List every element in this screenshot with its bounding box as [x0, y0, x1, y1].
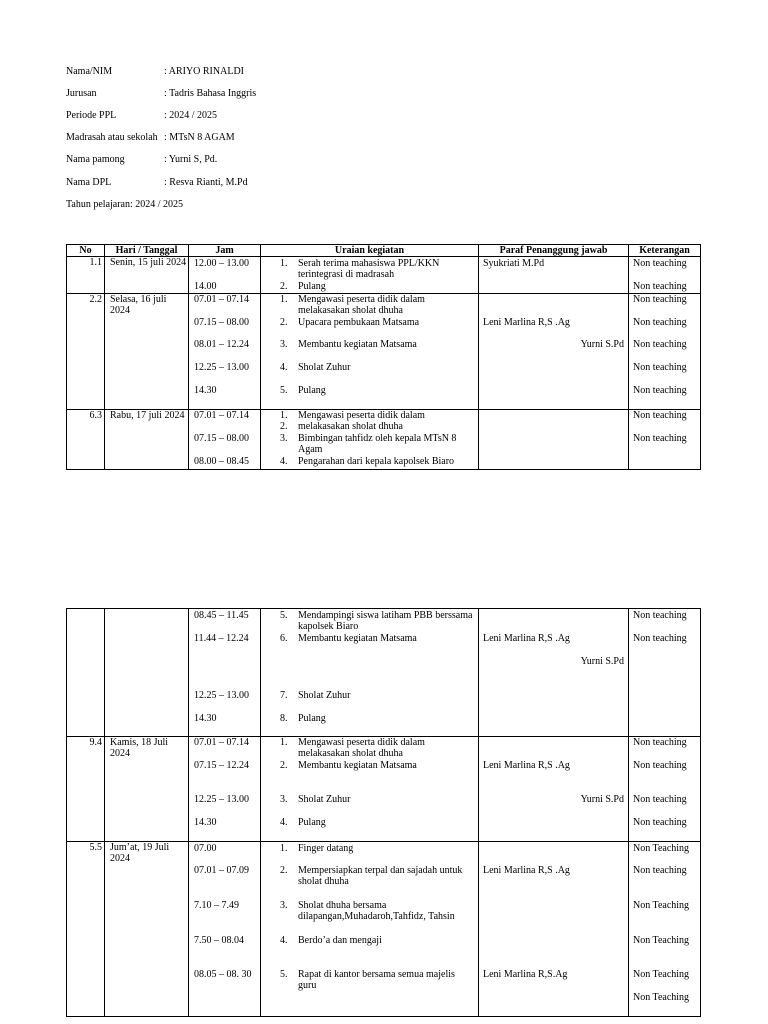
header-keterangan: Keterangan — [629, 245, 701, 257]
activity-text: Rapat di kantor bersama semua majelis guru — [298, 969, 455, 991]
table-header-row — [67, 245, 701, 257]
row-date: Senin, 15 juli 2024 — [105, 257, 189, 294]
pamong-value: : Yurni S, Pd. — [164, 154, 218, 165]
row-number: 6. — [89, 410, 97, 421]
keterangan-value: Non teaching — [633, 433, 687, 444]
activity-text: Serah terima mahasiswa PPL/KKN terintegrasi di madrasah — [298, 258, 440, 280]
keterangan-value: Non teaching — [633, 610, 687, 621]
activity-text: Pulang — [298, 817, 326, 828]
activity-table-page-2 — [66, 608, 701, 1017]
jam-entry: 12.25 – 13.00 — [194, 690, 249, 701]
activity-number: 2. — [280, 317, 288, 328]
keterangan-value: Non Teaching — [633, 992, 690, 1003]
jam-entry: 14.30 — [194, 385, 217, 396]
activity-number: 3. — [280, 433, 288, 444]
activity-number: 5. — [280, 610, 288, 621]
activity-number: 1. — [280, 843, 288, 854]
activity-number: 1. — [280, 737, 288, 748]
row-date: Kamis, 18 Juli 2024 — [105, 737, 189, 842]
keterangan-value: Non teaching — [633, 633, 687, 644]
keterangan-value: Non teaching — [633, 281, 687, 292]
row-date: Jum’at, 19 Juli 2024 — [105, 842, 189, 1017]
activity-number: 1. — [280, 410, 288, 421]
jam-entry: 12.25 – 13.00 — [194, 362, 249, 373]
header-uraian: Uraian kegiatan — [261, 245, 479, 257]
activity-number: 3. — [280, 794, 288, 805]
jam-entry: 7.10 – 7.49 — [194, 900, 239, 911]
activity-text: Mempersiapkan terpal dan sajadah untuk sholat dhuha — [298, 865, 463, 887]
keterangan-value: Non teaching — [633, 362, 687, 373]
row-number: 9. — [89, 737, 97, 748]
jam-entry: 14.30 — [194, 713, 217, 724]
jurusan-label: Jurusan — [66, 88, 97, 99]
keterangan-value: Non Teaching — [633, 843, 690, 854]
row-number: 2. — [89, 294, 97, 305]
keterangan-value: Non teaching — [633, 794, 687, 805]
activity-number: 4. — [280, 362, 288, 373]
jam-entry: 08.45 – 11.45 — [194, 610, 249, 621]
keterangan-value: Non teaching — [633, 865, 687, 876]
jam-entry: 14.00 — [194, 281, 217, 292]
keterangan-value: Non teaching — [633, 385, 687, 396]
paraf-name: Leni Marlina R,S .Ag — [483, 865, 570, 876]
paraf-name: Leni Marlina R,S .Ag — [483, 760, 570, 771]
activity-text: Pengarahan dari kepala kapolsek Biaro — [298, 456, 455, 467]
nama-label: Nama/NIM — [66, 66, 113, 77]
row-number: 1. — [89, 257, 97, 268]
activity-table-page-1 — [66, 244, 701, 470]
activity-text: Sholat dhuha bersama dilapangan,Muhadaroh,Tahfidz, Tahsin — [298, 900, 455, 922]
keterangan-value: Non Teaching — [633, 935, 690, 946]
jam-entry: 07.01 – 07.09 — [194, 865, 249, 876]
keterangan-value: Non teaching — [633, 339, 687, 350]
activity-text: melakasakan sholat dhuha — [298, 421, 403, 432]
table-row: 6.3 Rabu, 17 juli 2024 07.01 – 07.14 07.15 – 08.00 08.00 – 08.45 1. Mengawasi peserta didik dalam 2. melakasakan sholat dhuha 3. Bimbingan tahfidz oleh kepala MTsN 8 Agam 4. Pengarahan dari kepala kapolsek Biaro Non teaching Non teaching — [67, 410, 701, 470]
paraf-name: Syukriati M.Pd — [483, 258, 545, 269]
jurusan-value: : Tadris Bahasa Inggris — [164, 88, 257, 99]
jam-entry: 07.15 – 08.00 — [194, 317, 249, 328]
keterangan-value: Non teaching — [633, 410, 687, 421]
activity-number: 4. — [280, 935, 288, 946]
activity-text: Pulang — [298, 713, 326, 724]
jam-entry: 07.01 – 07.14 — [194, 737, 249, 748]
jam-entry: 07.15 – 12.24 — [194, 760, 249, 771]
keterangan-value: Non teaching — [633, 737, 687, 748]
jam-entry: 11.44 – 12.24 — [194, 633, 249, 644]
header-no: No — [67, 245, 105, 257]
header-paraf: Paraf Penanggung jawab — [479, 245, 629, 257]
jam-entry: 07.15 – 08.00 — [194, 433, 249, 444]
activity-number: 4. — [280, 817, 288, 828]
paraf-name: Yurni S.Pd — [580, 339, 624, 350]
activity-text: Sholat Zuhur — [298, 690, 351, 701]
keterangan-value: Non Teaching — [633, 900, 690, 911]
jam-entry: 07.01 – 07.14 — [194, 294, 249, 305]
table-row: 5.5 Jum’at, 19 Juli 2024 07.00 07.01 – 07.09 7.10 – 7.49 7.50 – 08.04 08.05 – 08. 30 1. Finger datang 2. Mempersiapkan terpal dan sajadah untuk sholat dhuha 3. Sholat dhuha bersama dilapangan,Muhadaroh,Tahfidz, Tahsin 4. Berdo’a dan mengaji 5. Rapat di kantor bersama semua majelis guru Leni Marlina R,S .Ag Leni Marlina R,S.Ag Non Teaching Non teaching Non Teaching Non Teaching Non Teaching Non Teaching — [67, 842, 701, 1017]
pamong-label: Nama pamong — [66, 154, 125, 165]
activity-text: Membantu kegiatan Matsama — [298, 760, 417, 771]
activity-text: Mengawasi peserta didik dalam melakasakan sholat dhuha — [298, 737, 425, 759]
activity-text: Mengawasi peserta didik dalam melakasakan sholat dhuha — [298, 294, 425, 316]
activity-number: 2. — [280, 281, 288, 292]
activity-text: Bimbingan tahfidz oleh kepala MTsN 8 Agam — [298, 433, 457, 455]
activity-number: 7. — [280, 690, 288, 701]
paraf-name: Leni Marlina R,S .Ag — [483, 633, 570, 644]
activity-number: 3. — [280, 339, 288, 350]
keterangan-value: Non teaching — [633, 817, 687, 828]
table-row — [67, 609, 701, 737]
periode-value: : 2024 / 2025 — [164, 110, 218, 121]
dpl-value: : Resva Rianti, M.Pd — [164, 177, 248, 188]
jam-entry: 07.01 – 07.14 — [194, 410, 249, 421]
table-row: 1.1 Senin, 15 juli 2024 12.00 – 13.00 14.00 1. Serah terima mahasiswa PPL/KKN terintegrasi di madrasah 2. Pulang Syukriati M.Pd Non teaching Non teaching — [67, 257, 701, 294]
keterangan-value: Non teaching — [633, 294, 687, 305]
activity-text: Mendampingi siswa latiham PBB berssama kapolsek Biaro — [298, 610, 473, 632]
dpl-label: Nama DPL — [66, 177, 112, 188]
paraf-name: Yurni S.Pd — [580, 794, 624, 805]
jam-entry: 7.50 – 08.04 — [194, 935, 244, 946]
table-row: 2.2 Selasa, 16 juli 2024 07.01 – 07.14 07.15 – 08.00 08.01 – 12.24 12.25 – 13.00 14.30 1. Mengawasi peserta didik dalam melakasakan sholat dhuha 2. Upacara pembukaan Matsama 3. Membantu kegiatan Matsama 4. Sholat Zuhur 5. Pulang Leni Marlina R,S .Ag Yurni S.Pd Non teaching Non teaching Non teaching Non teaching Non teaching — [67, 294, 701, 410]
activity-number: 1. — [280, 258, 288, 269]
activity-number: 4. — [280, 456, 288, 467]
activity-text: Sholat Zuhur — [298, 362, 351, 373]
jam-entry: 07.00 — [194, 843, 217, 854]
tahun-pelajaran: Tahun pelajaran: 2024 / 2025 — [66, 199, 184, 210]
keterangan-value: Non teaching — [633, 760, 687, 771]
activity-text: Membantu kegiatan Matsama — [298, 339, 417, 350]
activity-number: 2. — [280, 421, 288, 432]
activity-text: Pulang — [298, 385, 326, 396]
activity-number: 1. — [280, 294, 288, 305]
activity-text: Pulang — [298, 281, 326, 292]
keterangan-value: Non teaching — [633, 258, 687, 269]
table-row: 9.4 Kamis, 18 Juli 2024 07.01 – 07.14 07.15 – 12.24 12.25 – 13.00 14.30 1. Mengawasi peserta didik dalam melakasakan sholat dhuha 2. Membantu kegiatan Matsama 3. Sholat Zuhur 4. Pulang Leni Marlina R,S .Ag Yurni S.Pd Non teaching Non teaching Non teaching Non teaching — [67, 737, 701, 842]
jam-entry: 12.25 – 13.00 — [194, 794, 249, 805]
header-jam: Jam — [189, 245, 261, 257]
paraf-name: Leni Marlina R,S .Ag — [483, 317, 570, 328]
activity-number: 8. — [280, 713, 288, 724]
header-hari: Hari / Tanggal — [105, 245, 189, 257]
activity-text: Finger datang — [298, 843, 354, 854]
jam-entry: 14.30 — [194, 817, 217, 828]
keterangan-value: Non Teaching — [633, 969, 690, 980]
paraf-name: Leni Marlina R,S.Ag — [483, 969, 568, 980]
activity-text: Mengawasi peserta didik dalam — [298, 410, 425, 421]
activity-number: 2. — [280, 865, 288, 876]
jam-entry: 08.00 – 08.45 — [194, 456, 249, 467]
madrasah-value: : MTsN 8 AGAM — [164, 132, 235, 143]
row-number: 5. — [89, 842, 97, 853]
row-date: Rabu, 17 juli 2024 — [105, 410, 189, 470]
activity-number: 5. — [280, 385, 288, 396]
jam-entry: 12.00 – 13.00 — [194, 258, 249, 269]
activity-text: Berdo’a dan mengaji — [298, 935, 382, 946]
activity-number: 3. — [280, 900, 288, 911]
activity-text: Sholat Zuhur — [298, 794, 351, 805]
nama-value: : ARIYO RINALDI — [164, 66, 244, 77]
madrasah-label: Madrasah atau sekolah — [66, 132, 158, 143]
activity-text: Membantu kegiatan Matsama — [298, 633, 417, 644]
row-date: Selasa, 16 juli 2024 — [105, 294, 189, 410]
activity-number: 2. — [280, 760, 288, 771]
jam-entry: 08.01 – 12.24 — [194, 339, 249, 350]
jam-entry: 08.05 – 08. 30 — [194, 969, 252, 980]
paraf-name: Yurni S.Pd — [580, 656, 624, 667]
activity-text: Upacara pembukaan Matsama — [298, 317, 420, 328]
periode-label: Periode PPL — [66, 110, 117, 121]
keterangan-value: Non teaching — [633, 317, 687, 328]
activity-number: 6. — [280, 633, 288, 644]
activity-number: 5. — [280, 969, 288, 980]
